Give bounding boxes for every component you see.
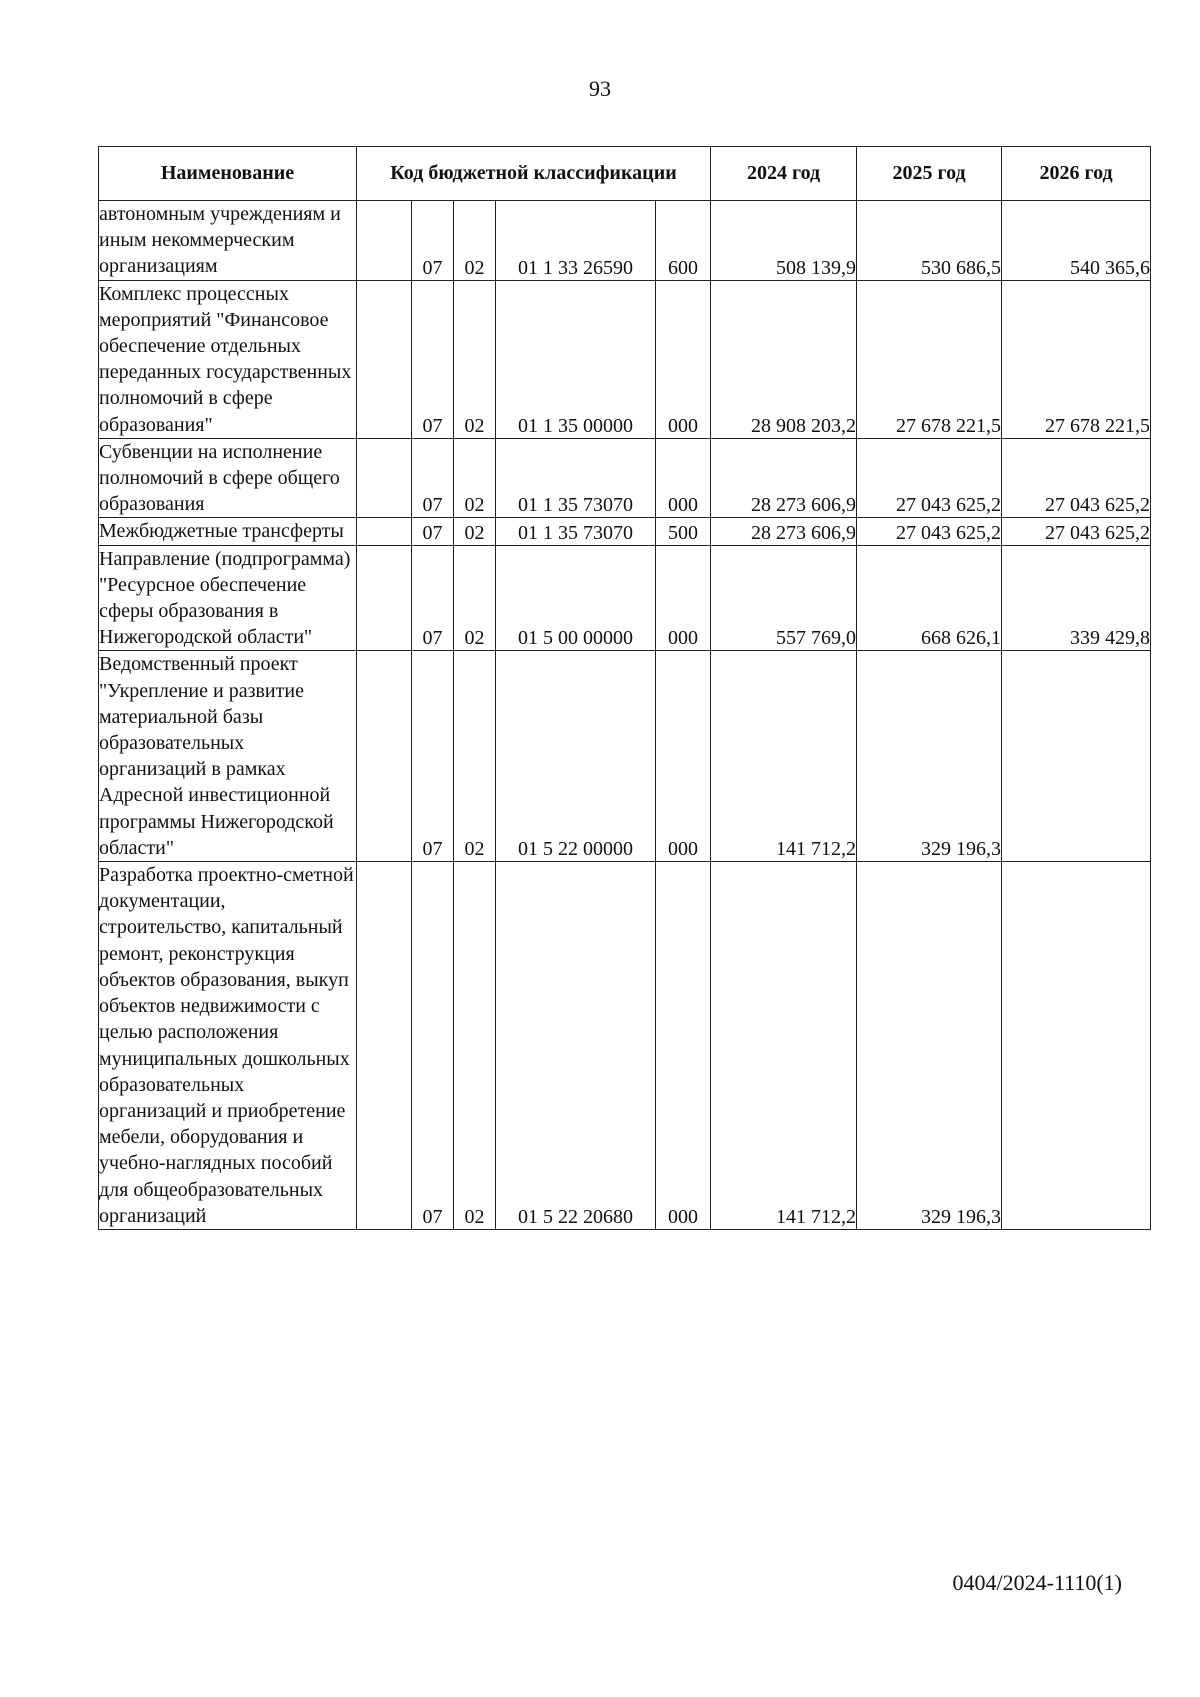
amount-2024-cell: 508 139,9 (711, 201, 857, 281)
section-code-cell: 07 (412, 438, 454, 518)
code-part-1-cell (357, 280, 412, 438)
header-code: Код бюджетной классификации (357, 147, 711, 201)
subsection-code-cell: 02 (454, 651, 496, 862)
document-code: 0404/2024-1110(1) (952, 1570, 1122, 1595)
row-name-cell: Субвенции на исполнение полномочий в сфере общего образования (99, 438, 357, 518)
amount-2026-cell: 27 678 221,5 (1002, 280, 1151, 438)
header-name: Наименование (99, 147, 357, 201)
expense-type-cell: 000 (656, 280, 711, 438)
table-row (99, 545, 1151, 651)
subsection-code-cell: 02 (454, 518, 496, 545)
code-part-1-cell (357, 201, 412, 281)
amount-2024-cell: 141 712,2 (711, 862, 857, 1230)
subsection-code-cell: 02 (454, 280, 496, 438)
amount-2024-cell: 557 769,0 (711, 545, 857, 651)
section-code-cell: 07 (412, 545, 454, 651)
code-part-1-cell (357, 651, 412, 862)
target-article-cell: 01 1 35 73070 (496, 438, 656, 518)
budget-table (98, 146, 1151, 1230)
page-number: 93 (589, 76, 611, 101)
code-part-1-cell (357, 862, 412, 1230)
section-code-cell: 07 (412, 518, 454, 545)
amount-2025-cell: 668 626,1 (857, 545, 1002, 651)
amount-2026-cell: 27 043 625,2 (1002, 518, 1151, 545)
table-row (99, 280, 1151, 438)
subsection-code-cell: 02 (454, 862, 496, 1230)
header-2026: 2026 год (1002, 147, 1151, 201)
table-row (99, 438, 1151, 518)
amount-2025-cell: 329 196,3 (857, 862, 1002, 1230)
amount-2025-cell: 329 196,3 (857, 651, 1002, 862)
amount-2026-cell: 540 365,6 (1002, 201, 1151, 281)
amount-2025-cell: 27 043 625,2 (857, 438, 1002, 518)
row-name-cell: Направление (подпрограмма) "Ресурсное обеспечение сферы образования в Нижегородской области" (99, 545, 357, 651)
amount-2025-cell: 530 686,5 (857, 201, 1002, 281)
amount-2026-cell (1002, 862, 1151, 1230)
code-part-1-cell (357, 545, 412, 651)
table-row (99, 651, 1151, 862)
code-part-1-cell (357, 518, 412, 545)
expense-type-cell: 500 (656, 518, 711, 545)
amount-2024-cell: 28 908 203,2 (711, 280, 857, 438)
table-row (99, 862, 1151, 1230)
row-name-cell: автономным учреждениям и иным некоммерческим организациям (99, 201, 357, 281)
table-body (99, 201, 1151, 1230)
amount-2024-cell: 28 273 606,9 (711, 438, 857, 518)
section-code-cell: 07 (412, 862, 454, 1230)
amount-2026-cell (1002, 651, 1151, 862)
target-article-cell: 01 5 00 00000 (496, 545, 656, 651)
row-name-cell: Межбюджетные трансферты (99, 518, 357, 545)
row-name-cell: Разработка проектно-сметной документации, строительство, капитальный ремонт, реконструкция объектов образования, выкуп объектов недвижимости с целью расположения муниципальных дошкольных образовательных организаций и приобретение мебели, оборудования и учебно-наглядных пособий для общеобразовательных организаций (99, 862, 357, 1230)
table-header-row (99, 147, 1151, 201)
subsection-code-cell: 02 (454, 438, 496, 518)
row-name-cell: Ведомственный проект "Укрепление и развитие материальной базы образовательных организаций в рамках Адресной инвестиционной программы Нижегородской области" (99, 651, 357, 862)
expense-type-cell: 000 (656, 651, 711, 862)
section-code-cell: 07 (412, 201, 454, 281)
amount-2026-cell: 339 429,8 (1002, 545, 1151, 651)
subsection-code-cell: 02 (454, 545, 496, 651)
amount-2024-cell: 28 273 606,9 (711, 518, 857, 545)
amount-2025-cell: 27 043 625,2 (857, 518, 1002, 545)
code-part-1-cell (357, 438, 412, 518)
section-code-cell: 07 (412, 280, 454, 438)
table-row (99, 518, 1151, 545)
row-name-cell: Комплекс процессных мероприятий "Финансовое обеспечение отдельных переданных государственных полномочий в сфере образования" (99, 280, 357, 438)
section-code-cell: 07 (412, 651, 454, 862)
expense-type-cell: 000 (656, 862, 711, 1230)
header-2025: 2025 год (857, 147, 1002, 201)
table-row (99, 201, 1151, 281)
amount-2026-cell: 27 043 625,2 (1002, 438, 1151, 518)
expense-type-cell: 000 (656, 438, 711, 518)
header-2024: 2024 год (711, 147, 857, 201)
amount-2024-cell: 141 712,2 (711, 651, 857, 862)
target-article-cell: 01 1 33 26590 (496, 201, 656, 281)
target-article-cell: 01 5 22 20680 (496, 862, 656, 1230)
subsection-code-cell: 02 (454, 201, 496, 281)
amount-2025-cell: 27 678 221,5 (857, 280, 1002, 438)
expense-type-cell: 000 (656, 545, 711, 651)
target-article-cell: 01 5 22 00000 (496, 651, 656, 862)
target-article-cell: 01 1 35 73070 (496, 518, 656, 545)
expense-type-cell: 600 (656, 201, 711, 281)
target-article-cell: 01 1 35 00000 (496, 280, 656, 438)
